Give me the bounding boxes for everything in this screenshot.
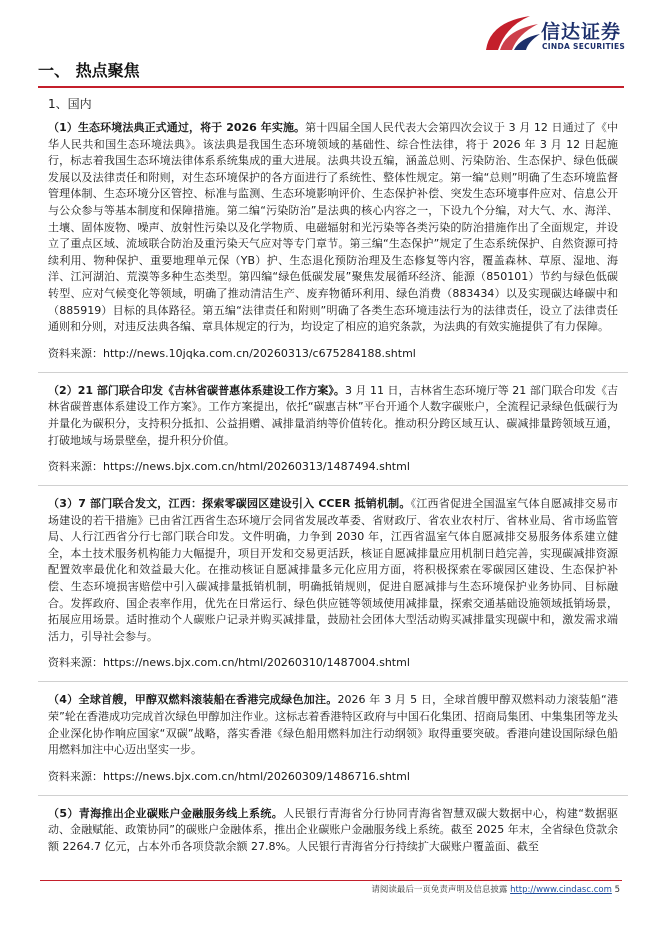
section-heading-block <box>38 60 624 88</box>
logo-name-cn: 信达证券 <box>541 21 622 43</box>
logo-arc-icon <box>484 12 540 52</box>
news-item-source[interactable]: 资料来源：http://news.10jqka.com.cn/20260313/c675284188.shtml <box>48 346 416 360</box>
page-footer <box>0 880 662 894</box>
news-item-body: 3 月 11 日，吉林省生态环境厅等 21 部门联合印发《吉林省碳普惠体系建设工作方案》。工作方案提出，依托“碳惠吉林”平台开通个人数字碳账户，全流程记录绿色低碳行为并量化为碳积分，支持积分抵扣、公益捐赠、减排量消纳等价值转化。推动积分跨区域互认、碳减排量跨领域互通，打破地域与场景壁垒，提升积分价值。 <box>48 383 618 447</box>
news-item <box>48 692 618 784</box>
news-item-text <box>48 383 618 449</box>
news-item <box>48 496 618 671</box>
news-item-body: 人民银行青海省分行协同青海省智慧双碳大数据中心，构建“数据驱动、金融赋能、政策协同”的碳账户金融体系，推出企业碳账户金融服务线上系统。截至 2025 年末，全省绿色贷款余额 2264.7 亿元，占本外币各项贷款余额 27.8%。人民银行青海省分行持续扩大碳账户覆盖面、截至 <box>48 806 618 853</box>
divider <box>38 485 628 486</box>
news-item-text <box>48 806 618 856</box>
news-item-title: （2）21 部门联合印发《吉林省碳普惠体系建设工作方案》。 <box>48 383 345 397</box>
news-item-title: （5）青海推出企业碳账户金融服务线上系统。 <box>48 806 284 820</box>
news-item-title: （3）7 部门联合发文，江西：探索零碳园区建设引入 CCER 抵销机制。 <box>48 497 411 511</box>
section-heading: 一、 热点聚焦 <box>38 61 140 80</box>
subheading-domestic: 1、国内 <box>48 97 92 111</box>
divider <box>38 795 628 796</box>
news-item-body: 第十四届全国人民代表大会第四次会议于 3 月 12 日通过了《中华人民共和国生态环境法典》。该法典是我国生态环境领域的基础性、综合性法律，将于 2026 年 3 月 12 日起施行，标志着我国生态环境法律体系系统集成的重大进展。法典共设五编，涵盖总则、污染防治、生态保护、绿色低碳发展以及法律责任和附则，对生态环境保护的各方面进行了系统性、整体性规定。第一编“总则”明确了生态环境监督管理体制、生态环境分区管控、标准与监测、生态环境影响评价、生态保护补偿、突发生态环境事件应对、信息公开与公众参与等基本制度和保障措施。第二编“污染防治”是法典的核心内容之一，下设九个分编，对大气、水、海洋、土壤、固体废物、噪声、放射性污染以及化学物质、电磁辐射和光污染等各类污染的防治措施作出了全面规定，并设立了重点区域、流域联合防治及重污染天气应对等专门章节。第三编“生态保护”规定了生态系统保护、自然资源可持续利用、物种保护、重要地理单元保（YB）护、生态退化预防治理及生态修复等内容，覆盖森林、草原、湿地、海洋、江河湖泊、荒漠等多种生态类型。第四编“绿色低碳发展”聚焦发展循环经济、能源（850101）节约与绿色低碳转型、应对气候变化等领域，明确了推动清洁生产、废弃物循环利用、绿色消费（883434）以及实现碳达峰碳中和（885919）目标的具体路径。第五编“法律责任和附则”明确了各类生态环境违法行为的法律责任，设立了法律责任通则和分则，对违反法典各编、章具体规定的行为，均设定了相应的追究条款，为法典的有效实施提供了有力保障。 <box>48 121 618 334</box>
news-item-source[interactable]: 资料来源：https://news.bjx.com.cn/html/20260313/1487494.shtml <box>48 460 410 474</box>
footer-text <box>371 883 620 895</box>
logo-name-en: CINDA SECURITIES <box>542 42 626 51</box>
news-item-body: 《江西省促进全国温室气体自愿减排交易市场建设的若干措施》已由省江西省生态环境厅会同省发展改革委、省财政厅、省农业农村厅、省林业局、省市场监管局、人行江西省分行七部门联合印发。文件明确，力争到 2030 年，江西省温室气体自愿减排交易服务体系建立健全，本土技术服务机构能力大幅提升，项目开发和交易更活跃，核证自愿减排量应用机制日趋完善，实现碳减排资源配置效率最优化和效益最大化。在推动核证自愿减排量多元化应用方面，将积极探索在零碳园区建设、生态保护补偿、生态环境损害赔偿中引入碳减排量抵销机制，明确抵销规则，促进自愿减排与生态环境保护业务协同、目标融合。发挥政府、国企表率作用，优先在日常运行、绿色供应链等领域使用减排量，探索交通基础设施领域抵销场景，拓展应用场景。适时推动个人碳账户记录并购买减排量，鼓励社会团体大型活动购买减排量实现碳中和，激发需求端活力，引导社会参与。 <box>48 497 618 643</box>
news-item-source[interactable]: 资料来源：https://news.bjx.com.cn/html/20260310/1487004.shtml <box>48 656 410 670</box>
news-item-source[interactable]: 资料来源：https://news.bjx.com.cn/html/20260309/1486716.shtml <box>48 769 410 783</box>
footer-disclaimer: 请阅读最后一页免责声明及信息披露 <box>371 885 508 895</box>
footer-website-link[interactable]: http://www.cindasc.com <box>510 885 612 895</box>
cinda-logo <box>484 12 644 56</box>
news-item-text <box>48 496 618 645</box>
news-item-body: 2026 年 3 月 5 日，全球首艘甲醇双燃料动力滚装船“港荣”轮在香港成功完成首次绿色甲醇加注作业。这标志着香港特区政府与中国石化集团、招商局集团、中集集团等龙头企业深化协作响应国家“双碳”战略，落实香港《绿色船用燃料加注行动纲领》取得重要突破。香港向建设国际绿色船用燃料加注中心迈出坚实一步。 <box>48 693 619 757</box>
footer-rule <box>40 880 622 881</box>
news-item <box>48 806 618 856</box>
divider <box>38 372 628 373</box>
news-item-text <box>48 692 618 758</box>
divider <box>38 681 628 682</box>
news-item <box>48 383 618 475</box>
news-item-text <box>48 120 618 336</box>
news-item-title: （4）全球首艘，甲醇双燃料滚装船在香港完成绿色加注。 <box>48 693 338 707</box>
page-number: 5 <box>614 885 620 895</box>
news-item <box>48 120 618 362</box>
heading-rule <box>38 86 624 88</box>
news-item-title: （1）生态环境法典正式通过，将于 2026 年实施。 <box>48 121 306 134</box>
news-list <box>48 120 618 856</box>
